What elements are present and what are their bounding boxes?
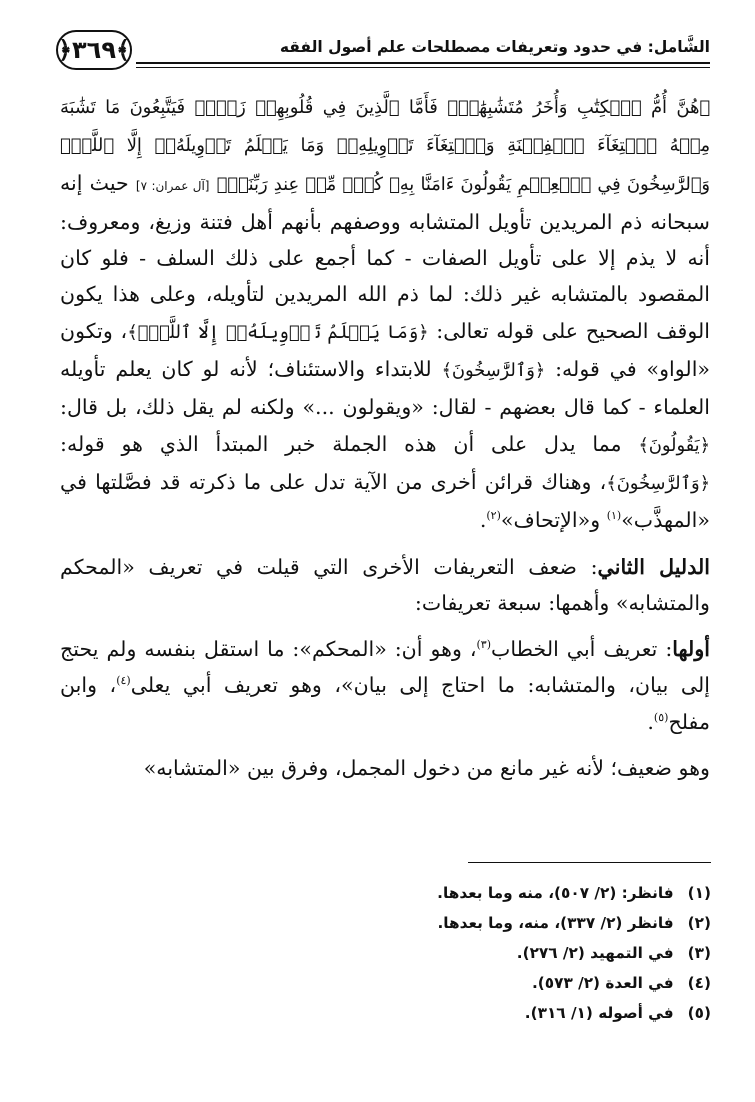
footnote-marker: (٢) xyxy=(486,509,501,523)
footnote-number: (٣) xyxy=(687,944,711,962)
footnote-number: (١) xyxy=(687,884,711,902)
footnote-text: فانظر (٢/ ٣٣٧)، منه، وما بعدها. xyxy=(437,914,674,932)
footnote-marker: (٥) xyxy=(653,710,669,724)
text-run: و«الإتحاف» xyxy=(500,508,607,533)
header-rule-thin xyxy=(136,67,710,68)
footnote xyxy=(291,998,711,1028)
footnote-marker: (٤) xyxy=(116,674,131,688)
footnote-marker: (٣) xyxy=(476,638,491,652)
paragraph-1 xyxy=(60,88,710,539)
text-run: : تعريف أبي الخطاب xyxy=(491,637,673,662)
running-title: الشَّامل: في حدود وتعريفات مصطلحات علم أصول الفقه xyxy=(279,38,710,56)
text-run: ، وتكون «الواو» في قوله: xyxy=(60,318,711,382)
heading-run: أولها xyxy=(672,637,710,662)
main-text xyxy=(60,88,710,786)
footnote-number: (٥) xyxy=(687,1004,711,1022)
footnote xyxy=(291,878,711,908)
quran-quote: ﴿وَٱلرَّٰسِخُونَ﴾ xyxy=(606,472,710,494)
footnote-text: فانظر: (٢/ ٥٠٧)، منه وما بعدها. xyxy=(437,884,674,902)
page-number: ﴿٣٦٩﴾ xyxy=(56,30,132,70)
footnote-text: في العدة (٢/ ٥٧٣). xyxy=(531,974,674,992)
text-run: للابتداء والاستئناف؛ لأنه لو كان يعلم تأويله العلماء - كما قال بعضهم - لقال: «ويقولون ...» ولكنه لم يقل ذلك، بل قال: xyxy=(60,357,710,420)
quran-quote: ﴿يَقُولُونَ﴾ xyxy=(638,434,710,456)
quran-quote: ﴿وَمَا يَعۡلَمُ تَأۡوِيلَهُۥٓ إِلَّا ٱللَّهُۗ﴾ xyxy=(127,321,429,343)
footnote-text: في أصوله (١/ ٣١٦). xyxy=(524,1004,674,1022)
footnote-text: في التمهيد (٢/ ٢٧٦). xyxy=(516,944,674,962)
paragraph-4: وهو ضعيف؛ لأنه غير مانع من دخول المجمل، وفرق بين «المتشابه» xyxy=(143,756,710,781)
footnotes xyxy=(291,878,711,1028)
text-run: ، وهناك قرائن أخرى من الآية تدل على ما ذكرته قد فصَّلتها في «المهذَّب» xyxy=(60,469,710,533)
header-rule xyxy=(136,62,710,64)
page-header xyxy=(56,30,710,76)
footnote xyxy=(291,968,711,998)
paragraph-2 xyxy=(60,549,710,622)
text-run: حيث إنه سبحانه ذم المريدين تأويل المتشابه ووصفهم بأنهم أهل فتنة وزيغ، ومعروف: أنه لا يذم إلا على تأويل الصفات - كما أجمع على ذلك السلف - فلو كان المقصود بالمتشابه غير ذلك: لما ذم الله المريدين لتأويله، وعلى هذا يكون الوقف الصحيح على قوله تعالى: xyxy=(60,170,710,343)
quran-verse: ﴿هُنَّ أُمُّ ٱلۡكِتَٰبِ وَأُخَرُ مُتَشَٰبِهَٰتٞۖ فَأَمَّا ٱلَّذِينَ فِي قُلُوبِهِمۡ زَيۡغٞ فَيَتَّبِعُونَ مَا تَشَٰبَهَ مِنۡهُ ٱبۡتِغَآءَ ٱلۡفِتۡنَةِ وَٱبۡتِغَآءَ تَأۡوِيلِهِۦۖ وَمَا يَعۡلَمُ تَأۡوِيلَهُۥٓ إِلَّا ٱللَّهُۗ وَٱلرَّٰسِخُونَ فِي ٱلۡعِلۡمِ يَقُولُونَ ءَامَنَّا بِهِۦ كُلّٞ مِّنۡ عِندِ رَبِّنَاۗ﴾ xyxy=(60,97,710,195)
heading-run: الدليل الثاني xyxy=(597,554,710,579)
footnote-number: (٤) xyxy=(687,974,711,992)
text-run: : ضعف التعريفات الأخرى التي قيلت في تعريف «المحكم والمتشابه» وأهمها: سبعة تعريفات: xyxy=(60,554,710,615)
text-run: . xyxy=(479,508,487,533)
text-run: مما يدل على أن هذه الجملة خبر المبتدأ الذي هو قوله: xyxy=(60,431,639,456)
footnote-marker: (١) xyxy=(606,509,622,523)
quran-quote: ﴿وَٱلرَّٰسِخُونَ﴾ xyxy=(441,360,546,382)
footnote-number: (٢) xyxy=(687,914,711,932)
paragraph-3 xyxy=(60,631,710,740)
text-run: ، وابن مفلح xyxy=(60,673,710,734)
text-run: . xyxy=(647,709,654,734)
footnote xyxy=(291,938,711,968)
footnote-separator xyxy=(468,862,711,863)
footnote xyxy=(291,908,711,938)
text-run: ، وهو أن: «المحكم»: ما استقل بنفسه ولم يحتج إلى بيان، والمتشابه: ما احتاج إلى بيان»، وهو تعريف أبي يعلى xyxy=(60,637,710,698)
verse-reference: [آل عمران: ٧] xyxy=(135,178,210,193)
